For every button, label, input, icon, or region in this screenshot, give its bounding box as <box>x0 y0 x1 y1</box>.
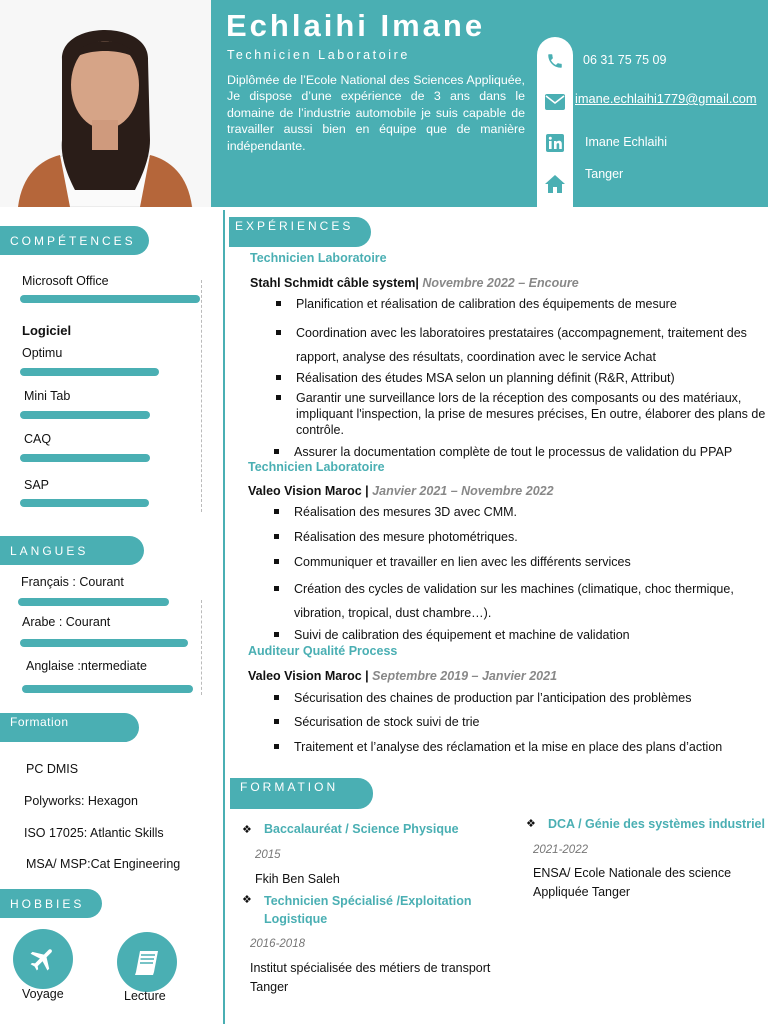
skill-bar <box>20 368 159 376</box>
formation-school: ENSA/ Ecole Nationale des science Appliquée Tanger <box>533 866 732 899</box>
job-dates: Novembre 2022 – Encoure <box>422 276 579 290</box>
formation-title: Technicien Spécialisé /Exploitation Logistique <box>264 894 472 926</box>
skill-item: CAQ <box>24 432 52 446</box>
skill-bar-office <box>20 295 200 303</box>
job-bullet: Assurer la documentation complète de tout le processus de validation du PPAP <box>294 444 732 460</box>
name-title: Echlaihi Imane <box>226 8 486 43</box>
plane-icon <box>13 929 73 989</box>
intro-text: Diplômée de l’Ecole National des Sciences Appliquée, Je dispose d’une expérience de 3 ans dans le domaine de l’industrie automobile je suis capable de travailler aussi bien en équipe que de manière indépendante. <box>227 73 525 153</box>
job-bullet: Garantir une surveillance lors de la réception des composants ou des matériaux, impliquant l'inspection, la prise de mesures précises, En outre, élaborer des plans de contrôle. <box>296 390 766 438</box>
job-title: Auditeur Qualité Process <box>248 644 398 658</box>
job-bullet: Sécurisation de stock suivi de trie <box>294 714 480 730</box>
formation-side-item: PC DMIS <box>26 762 79 776</box>
language-item: Anglaise :ntermediate <box>26 659 147 673</box>
skill-bar <box>20 499 149 507</box>
diamond-bullet-icon: ❖ <box>242 894 252 906</box>
skill-item: Mini Tab <box>24 389 71 403</box>
skill-logiciel-label: Logiciel <box>22 323 72 338</box>
home-icon <box>544 173 566 195</box>
company-name: Valeo Vision Maroc | <box>248 669 369 683</box>
job-company <box>248 484 554 498</box>
language-bar <box>22 685 193 693</box>
company-name: Stahl Schmidt câble system| <box>250 276 419 290</box>
formation-side-item: ISO 17025: Atlantic Skills <box>24 826 164 840</box>
job-bullet: Réalisation des mesure photométriques. <box>294 529 518 545</box>
email-icon <box>544 91 566 113</box>
contact-email[interactable]: imane.echlaihi1779@gmail.com <box>575 91 757 106</box>
job-bullet: Création des cycles de validation sur les machines (climatique, choc thermique, vibration, tropical, dust chambre…). <box>294 577 754 625</box>
sidebar-dashed-line <box>201 600 202 695</box>
language-item: Français : Courant <box>21 575 124 589</box>
formation-title: Baccalauréat / Science Physique <box>264 822 459 836</box>
contact-phone: 06 31 75 75 09 <box>583 53 667 67</box>
language-bar <box>18 598 169 606</box>
contact-city: Tanger <box>585 167 624 181</box>
job-company <box>248 669 557 683</box>
formation-year: 2015 <box>255 849 281 861</box>
skill-bar <box>20 454 150 462</box>
sidebar-dashed-line <box>201 280 202 512</box>
language-item: Arabe : Courant <box>22 615 111 629</box>
formation-side-item: Polyworks: Hexagon <box>24 794 138 808</box>
formation-year: 2021-2022 <box>533 844 588 856</box>
book-icon <box>117 932 177 992</box>
column-divider <box>223 210 225 1024</box>
contact-linkedin[interactable]: Imane Echlaihi <box>585 135 667 149</box>
linkedin-icon <box>544 132 566 154</box>
formation-side-item: MSA/ MSP:Cat Engineering <box>26 857 181 871</box>
skill-bar <box>20 411 150 419</box>
formation-title: DCA / Génie des systèmes industriel <box>548 817 765 831</box>
langues-heading: LANGUES <box>0 536 144 565</box>
formation-heading: FORMATION <box>230 778 373 809</box>
skill-item: SAP <box>24 478 50 492</box>
job-company <box>250 276 579 290</box>
role-subtitle: Technicien Laboratoire <box>227 48 410 62</box>
diamond-bullet-icon: ❖ <box>526 818 536 830</box>
skill-item: Optimu <box>22 346 63 360</box>
hobby-label: Lecture <box>124 989 166 1003</box>
job-title: Technicien Laboratoire <box>250 251 387 265</box>
competences-heading: COMPÉTENCES <box>0 226 149 255</box>
job-dates: Septembre 2019 – Janvier 2021 <box>372 669 558 683</box>
job-bullet: Traitement et l’analyse des réclamation et la mise en place des plans d’action <box>294 739 722 755</box>
job-title: Technicien Laboratoire <box>248 460 385 474</box>
hobby-label: Voyage <box>22 987 64 1001</box>
experiences-heading: EXPÉRIENCES <box>229 217 371 247</box>
hobbies-heading: HOBBIES <box>0 889 102 918</box>
job-bullet: Sécurisation des chaines de production par l’anticipation des problèmes <box>294 690 691 706</box>
job-bullet: Coordination avec les laboratoires prestataires (accompagnement, traitement des rapport, analyse des résultats, coordination avec le service Achat <box>296 321 756 369</box>
skill-office: Microsoft Office <box>22 274 109 288</box>
company-name: Valeo Vision Maroc | <box>248 484 369 498</box>
job-dates: Janvier 2021 – Novembre 2022 <box>372 484 554 498</box>
job-bullet: Réalisation des mesures 3D avec CMM. <box>294 504 517 520</box>
formation-year: 2016-2018 <box>250 938 305 950</box>
diamond-bullet-icon: ❖ <box>242 824 252 836</box>
job-bullet: Communiquer et travailler en lien avec les différents services <box>294 554 631 570</box>
formation-side-heading: Formation <box>0 713 139 742</box>
formation-school: Fkih Ben Saleh <box>255 872 340 886</box>
job-bullet: Suivi de calibration des équipement et machine de validation <box>294 627 630 643</box>
job-bullet: Réalisation des études MSA selon un planning définit (R&R, Attribut) <box>296 370 675 386</box>
phone-icon <box>544 50 566 72</box>
job-bullet: Planification et réalisation de calibration des équipements de mesure <box>296 296 677 312</box>
language-bar <box>20 639 188 647</box>
formation-school: Institut spécialisée des métiers de transport Tanger <box>250 961 491 994</box>
profile-photo <box>0 0 211 207</box>
